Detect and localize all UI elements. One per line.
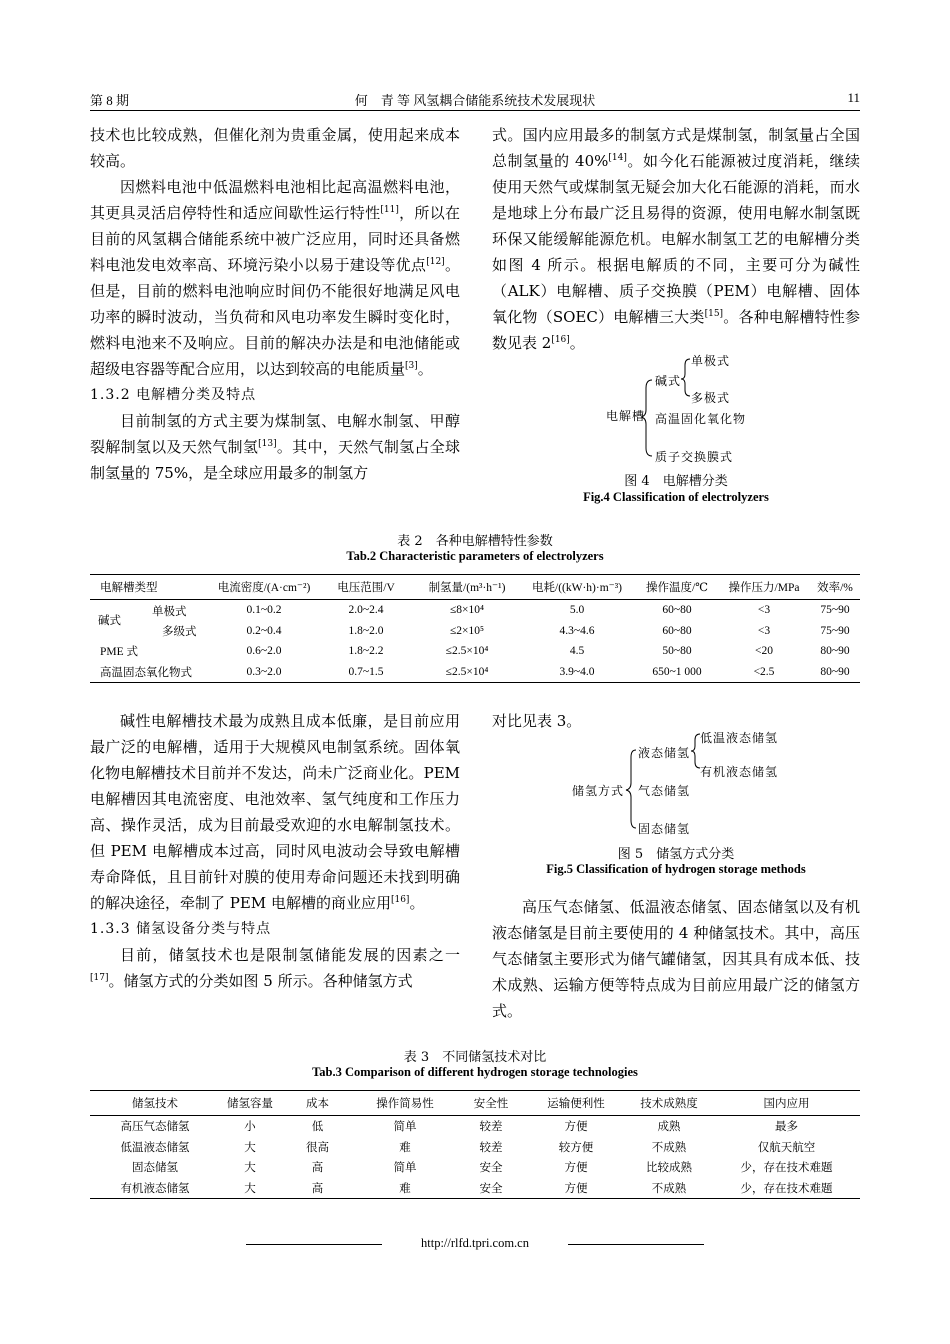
right-column-top <box>492 122 860 356</box>
paragraph: 碱性电解槽技术最为成熟且成本低廉，是目前应用最广泛的电解槽，适用于大规模风电制氢系统。固体氧化物电解槽技术目前并不发达，尚未广泛商业化。PEM 电解槽因其电流密度、电池效率、氢气纯度和工作压力高、操作灵活，成为目前最受欢迎的水电解制氢技术。但 PEM 电解槽成本过高，同时风电波动会导致电解槽寿命降低，且目前针对膜的使用寿命问题还未找到明确的解决途径，牵制了 PEM 电解槽的商业应用[16]。 <box>90 712 460 912</box>
alk-subtype: 多级式 <box>162 625 197 638</box>
table-header-row <box>90 1091 860 1116</box>
fig5-caption-zh: 图 5 储氢方式分类 <box>617 847 735 862</box>
table-cell: 难 <box>399 1141 411 1154</box>
running-title: 何 青 等 风氢耦合储能系统技术发展现状 <box>354 93 596 108</box>
table-cell: 低温液态储氢 <box>120 1141 190 1154</box>
paragraph: 技术也比较成熟，但催化剂为贵重金属，使用起来成本较高。 <box>90 126 460 170</box>
table-cell: 简单 <box>393 1162 417 1175</box>
fig5-solid-label: 固态储氢 <box>638 822 691 836</box>
table-cell: 高 <box>280 1178 355 1199</box>
alk-group-label: 碱式 <box>98 615 121 627</box>
th-temperature: 操作温度/℃ <box>636 575 718 600</box>
table-cell: 高压气态储氢 <box>120 1121 190 1134</box>
table-cell: 650~1 000 <box>636 662 718 683</box>
paragraph: 因燃料电池中低温燃料电池相比起高温燃料电池，其更具灵活启停特性和适应间歇性运行特性[11]，所以在目前的风氢耦合储能系统中被广泛应用，同时还具备燃料电池发电效率高、环境污染小以易于建设等优点[12]。但是，目前的燃料电池响应时间仍不能很好地满足风电功率的瞬时波动，当负荷和风电功率发生瞬时变化时，燃料电池来不及响应。目前的解决办法是和电池储能或超级电容器等配合应用，以达到较高的电能质量[3]。 <box>90 178 460 378</box>
table-row <box>90 600 860 621</box>
fig4-root-label: 电解槽 <box>606 409 646 423</box>
table-cell: 少，存在技术难题 <box>713 1178 860 1199</box>
table-cell: 80~90 <box>820 645 850 658</box>
table-cell: 75~90 <box>820 624 850 637</box>
table-cell: 较差 <box>479 1141 503 1154</box>
fig5-gas-label: 气态储氢 <box>638 784 691 798</box>
table-row <box>90 662 860 683</box>
th-voltage: 电压范围/V <box>316 575 416 600</box>
journal-issue: 第 8 期 <box>90 93 130 108</box>
table-cell: 4.3~4.6 <box>559 624 595 637</box>
th-power-consumption: 电耗/((kW·h)·m⁻³) <box>518 575 636 600</box>
header-rule <box>90 110 860 111</box>
table-cell: ≤2.5×10⁴ <box>445 645 489 658</box>
th-efficiency: 效率/% <box>810 575 860 600</box>
table-row <box>90 1116 860 1137</box>
table-row <box>90 1137 860 1158</box>
table-row <box>90 641 860 662</box>
cell-type: 高温固态氧化物式 <box>90 662 212 683</box>
tab2-caption-en: Tab.2 Characteristic parameters of electrolyzers <box>346 549 604 563</box>
section-heading: 1.3.2 电解槽分类及特点 <box>90 387 257 403</box>
left-column-bottom <box>90 708 460 994</box>
table-3 <box>90 1090 860 1199</box>
citation[interactable]: [15] <box>704 309 724 319</box>
table-cell: 1.8~2.2 <box>348 645 384 658</box>
table-cell: 1.8~2.0 <box>348 624 384 637</box>
table-row <box>90 621 860 642</box>
footer-rule-right <box>568 1244 704 1245</box>
table-cell: 难 <box>355 1178 455 1199</box>
table-cell: 80~90 <box>810 662 860 683</box>
citation[interactable]: [14] <box>608 153 627 163</box>
fig5-caption-en: Fig.5 Classification of hydrogen storage methods <box>546 862 806 876</box>
table-cell: 大 <box>244 1162 256 1175</box>
table-cell: 0.6~2.0 <box>246 645 282 658</box>
table-cell: ≤2×10⁵ <box>449 624 485 637</box>
paragraph: 目前制氢的方式主要为煤制氢、电解水制氢、甲醇裂解制氢以及天然气制氢[13]。其中，天然气制氢占全球制氢量的 75%，是全球应用最多的制氢方 <box>90 412 460 482</box>
th-h2-output: 制氢量/(m³·h⁻¹) <box>416 575 518 600</box>
paragraph: 目前，储氢技术也是限制氢储能发展的因素之一[17]。储氢方式的分类如图 5 所示。各种储氢方式 <box>90 946 460 990</box>
th-current-density: 电流密度/(A·cm⁻²) <box>212 575 316 600</box>
table-cell: 60~80 <box>662 604 692 617</box>
table-cell: 比较成熟 <box>646 1162 692 1175</box>
th-transport: 运输便利性 <box>527 1091 625 1116</box>
table-cell: 0.1~0.2 <box>246 604 282 617</box>
table-cell: 方便 <box>564 1162 588 1175</box>
fig4-caption-zh: 图 4 电解槽分类 <box>624 474 728 489</box>
paragraph: 式。国内应用最多的制氢方式是煤制氢，制氢量占全国总制氢量的 40%[14]。如今化石能源被过度消耗，继续使用天然气或煤制氢无疑会加大化石能源的消耗，而水是地球上分布最广泛且易得的资源，使用电解水制氢既环保又能缓解能源危机。电解水制氢工艺的电解槽分类如图 4 所示。根据电解质的不同，主要可分为碱性（ALK）电解槽、质子交换膜（PEM）电解槽、固体氧化物（SOEC）电解槽三大类[15]。各种电解槽特性参数见表 2[16]。 <box>492 126 860 352</box>
table-cell: <20 <box>755 645 773 658</box>
citation[interactable]: [3] <box>405 361 418 371</box>
table-cell: 少，存在技术难题 <box>740 1162 833 1175</box>
table-cell: ≤2.5×10⁴ <box>416 662 518 683</box>
citation[interactable]: [11] <box>380 205 399 215</box>
fig5-inner-brace <box>691 734 700 768</box>
fig5-cryo-label: 低温液态储氢 <box>700 731 779 745</box>
th-type: 电解槽类型 <box>90 575 212 600</box>
fig4-outer-brace <box>641 380 652 456</box>
footer-url[interactable]: http://rlfd.tpri.com.cn <box>421 1236 529 1250</box>
fig4-caption-en: Fig.4 Classification of electrolyzers <box>583 490 769 504</box>
th-cost: 成本 <box>280 1091 355 1116</box>
table-cell: 固态储氢 <box>132 1162 178 1175</box>
th-pressure: 操作压力/MPa <box>718 575 810 600</box>
fig5-root-label: 储氢方式 <box>572 784 625 798</box>
table-cell: 小 <box>244 1121 256 1134</box>
citation[interactable]: [16] <box>551 335 570 345</box>
fig4-pem-label: 质子交换膜式 <box>655 450 734 464</box>
table-cell: 0.7~1.5 <box>316 662 416 683</box>
fig4-brackets <box>640 350 700 462</box>
table-cell: 4.5 <box>569 645 585 658</box>
left-column-top <box>90 122 460 486</box>
table-cell: <2.5 <box>718 662 810 683</box>
paragraph: 高压气态储氢、低温液态储氢、固态储氢以及有机液态储氢是目前主要使用的 4 种储氢技术。其中，高压气态储氢主要形式为储气罐储氢，因其具有成本低、技术成熟、运输方便等特点成为目前应用最广泛的储氢方式。 <box>492 898 860 1020</box>
table-cell: 成熟 <box>657 1121 681 1134</box>
citation[interactable]: [13] <box>258 439 277 449</box>
table-2 <box>90 574 860 683</box>
table-row <box>90 1178 860 1199</box>
cell-type: PME 式 <box>100 646 139 659</box>
table-cell: 很高 <box>306 1141 329 1154</box>
table-row <box>90 1157 860 1178</box>
table-cell: 60~80 <box>662 624 692 637</box>
table-cell: 3.9~4.0 <box>518 662 636 683</box>
table-cell: 安全 <box>479 1162 503 1175</box>
th-domestic-use: 国内应用 <box>713 1091 860 1116</box>
table-cell: 低 <box>311 1121 324 1134</box>
fig5-brackets <box>622 728 702 838</box>
fig5-liquid-label: 液态储氢 <box>638 746 691 760</box>
fig4-alkaline-label: 碱式 <box>655 374 682 388</box>
table-cell: 大 <box>220 1178 280 1199</box>
footer-rule-left <box>246 1244 382 1245</box>
table-cell: <3 <box>757 604 771 617</box>
table-cell: 较方便 <box>558 1141 594 1154</box>
fig5-outer-brace <box>626 750 636 828</box>
table-cell: 大 <box>244 1141 256 1154</box>
alk-subtype: 单极式 <box>152 606 187 618</box>
table-cell: 不成熟 <box>625 1178 713 1199</box>
tab3-caption-en: Tab.3 Comparison of different hydrogen storage technologies <box>312 1065 638 1079</box>
th-technology: 储氢技术 <box>90 1091 220 1116</box>
fig5-organic-label: 有机液态储氢 <box>700 765 779 779</box>
th-maturity: 技术成熟度 <box>625 1091 713 1116</box>
th-safety: 安全性 <box>455 1091 527 1116</box>
table-cell: 75~90 <box>820 604 850 617</box>
table-cell: 安全 <box>455 1178 527 1199</box>
table-cell: 5.0 <box>569 604 585 617</box>
table-cell: 高 <box>311 1162 324 1175</box>
table-cell: 最多 <box>775 1121 798 1134</box>
fig4-multi-label: 多极式 <box>691 391 731 405</box>
table-cell: 2.0~2.4 <box>348 604 384 617</box>
right-column-bottom <box>492 894 860 1024</box>
table-cell: <3 <box>757 624 771 637</box>
table-cell: 方便 <box>527 1178 625 1199</box>
fig4-mono-label: 单极式 <box>691 354 731 368</box>
table-cell: 0.3~2.0 <box>212 662 316 683</box>
citation[interactable]: [16] <box>390 895 410 905</box>
table-cell: 不成熟 <box>651 1141 687 1154</box>
section-heading: 1.3.3 储氢设备分类与特点 <box>90 921 272 937</box>
table-cell: ≤8×10⁴ <box>449 604 485 617</box>
table-cell: 方便 <box>564 1121 588 1134</box>
table-cell: 50~80 <box>662 645 692 658</box>
page-number: 11 <box>847 90 860 105</box>
citation[interactable]: [17] <box>90 973 109 983</box>
citation[interactable]: [12] <box>426 257 445 267</box>
table-cell: 较差 <box>479 1121 503 1134</box>
table-header-row <box>90 575 860 600</box>
table-cell: 0.2~0.4 <box>246 624 282 637</box>
paragraph: 对比见表 3。 <box>492 712 582 730</box>
table-cell: 仅航天航空 <box>757 1141 816 1154</box>
tab2-caption-zh: 表 2 各种电解槽特性参数 <box>397 534 553 549</box>
th-capacity: 储氢容量 <box>220 1091 280 1116</box>
fig4-inner-brace <box>681 359 690 396</box>
table-cell: 简单 <box>393 1121 417 1134</box>
fig4-soec-label: 高温固化氧化物 <box>655 412 747 426</box>
th-operability: 操作简易性 <box>355 1091 455 1116</box>
table-cell: 有机液态储氢 <box>90 1178 220 1199</box>
tab3-caption-zh: 表 3 不同储氢技术对比 <box>403 1050 547 1065</box>
cell-type <box>90 600 212 627</box>
